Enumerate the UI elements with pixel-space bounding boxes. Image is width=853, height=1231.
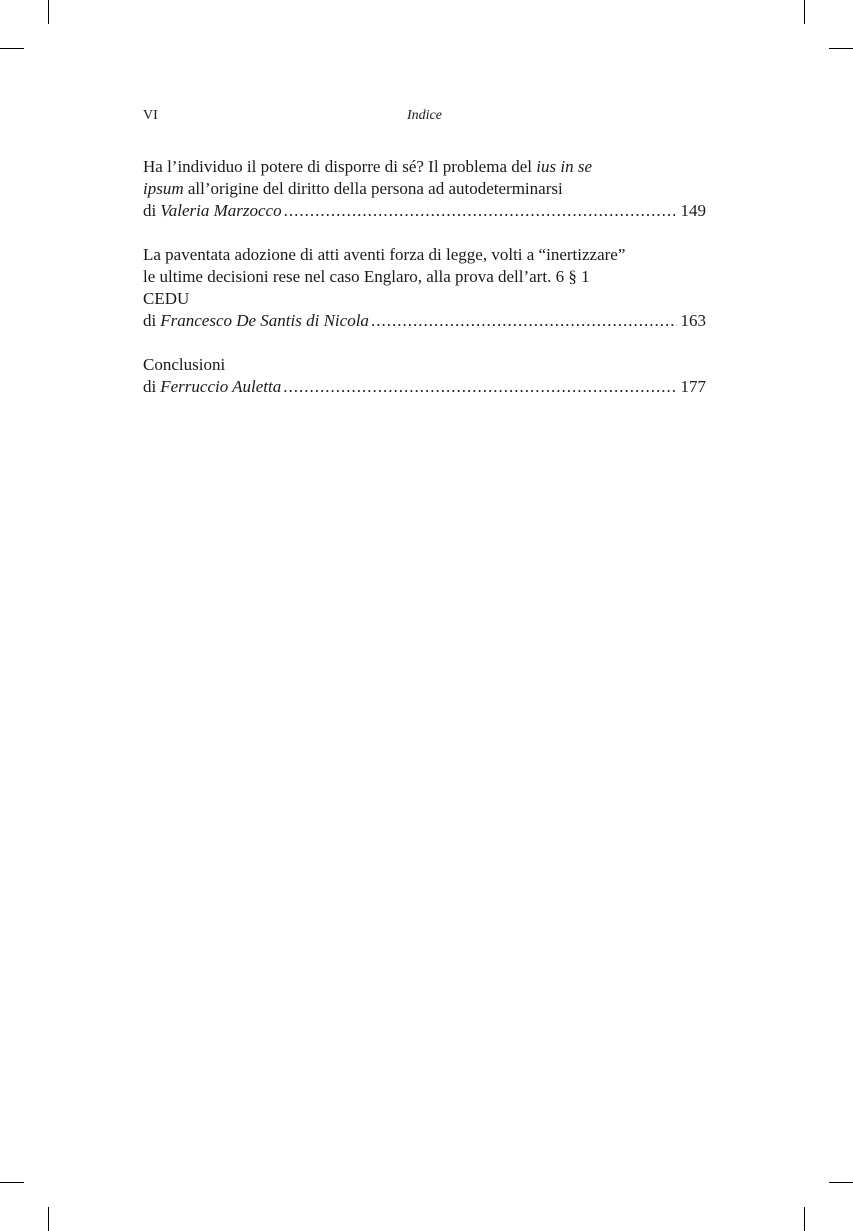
running-title: Indice: [407, 108, 442, 123]
toc-entry[interactable]: [143, 156, 706, 222]
crop-mark-bottom-left-horizontal: [0, 1182, 24, 1183]
page-number: VI: [143, 108, 158, 123]
crop-mark-top-right-horizontal: [829, 48, 853, 49]
crop-mark-top-left-vertical: [48, 0, 49, 24]
author-prefix: di: [143, 377, 157, 396]
dot-leader: [371, 310, 677, 332]
author-name: Francesco De Santis di Nicola: [160, 311, 369, 330]
crop-mark-top-left-horizontal: [0, 48, 24, 49]
crop-mark-bottom-left-vertical: [48, 1207, 49, 1231]
toc-entry-title-line: Conclusioni: [143, 355, 226, 374]
dot-leader: [283, 376, 676, 398]
toc-page-number: 163: [680, 311, 706, 330]
toc-entry-title-line: CEDU: [143, 289, 190, 308]
crop-mark-bottom-right-horizontal: [829, 1182, 853, 1183]
running-head: [143, 108, 706, 128]
toc-entry-title-line: ipsum all’origine del diritto della persona ad autodeterminarsi: [143, 179, 563, 198]
toc-entry-title-line: Ha l’individuo il potere di disporre di sé? Il problema del ius in se: [143, 157, 592, 176]
dot-leader: [284, 200, 677, 222]
toc-entry-author-row: [143, 200, 706, 222]
toc-entry[interactable]: [143, 244, 706, 332]
toc-entry-author-row: [143, 310, 706, 332]
crop-mark-top-right-vertical: [804, 0, 805, 24]
table-of-contents: [143, 156, 706, 420]
crop-mark-bottom-right-vertical: [804, 1207, 805, 1231]
toc-page-number: 149: [680, 201, 706, 220]
toc-entry-title-line: le ultime decisioni rese nel caso Englaro, alla prova dell’art. 6 § 1: [143, 267, 590, 286]
author-prefix: di: [143, 201, 157, 220]
toc-page-number: 177: [680, 377, 706, 396]
toc-entry[interactable]: [143, 354, 706, 398]
author-prefix: di: [143, 311, 157, 330]
toc-entry-title-line: La paventata adozione di atti aventi forza di legge, volti a “inertizzare”: [143, 245, 626, 264]
author-name: Ferruccio Auletta: [160, 377, 282, 396]
toc-entry-author-row: [143, 376, 706, 398]
author-name: Valeria Marzocco: [160, 201, 282, 220]
